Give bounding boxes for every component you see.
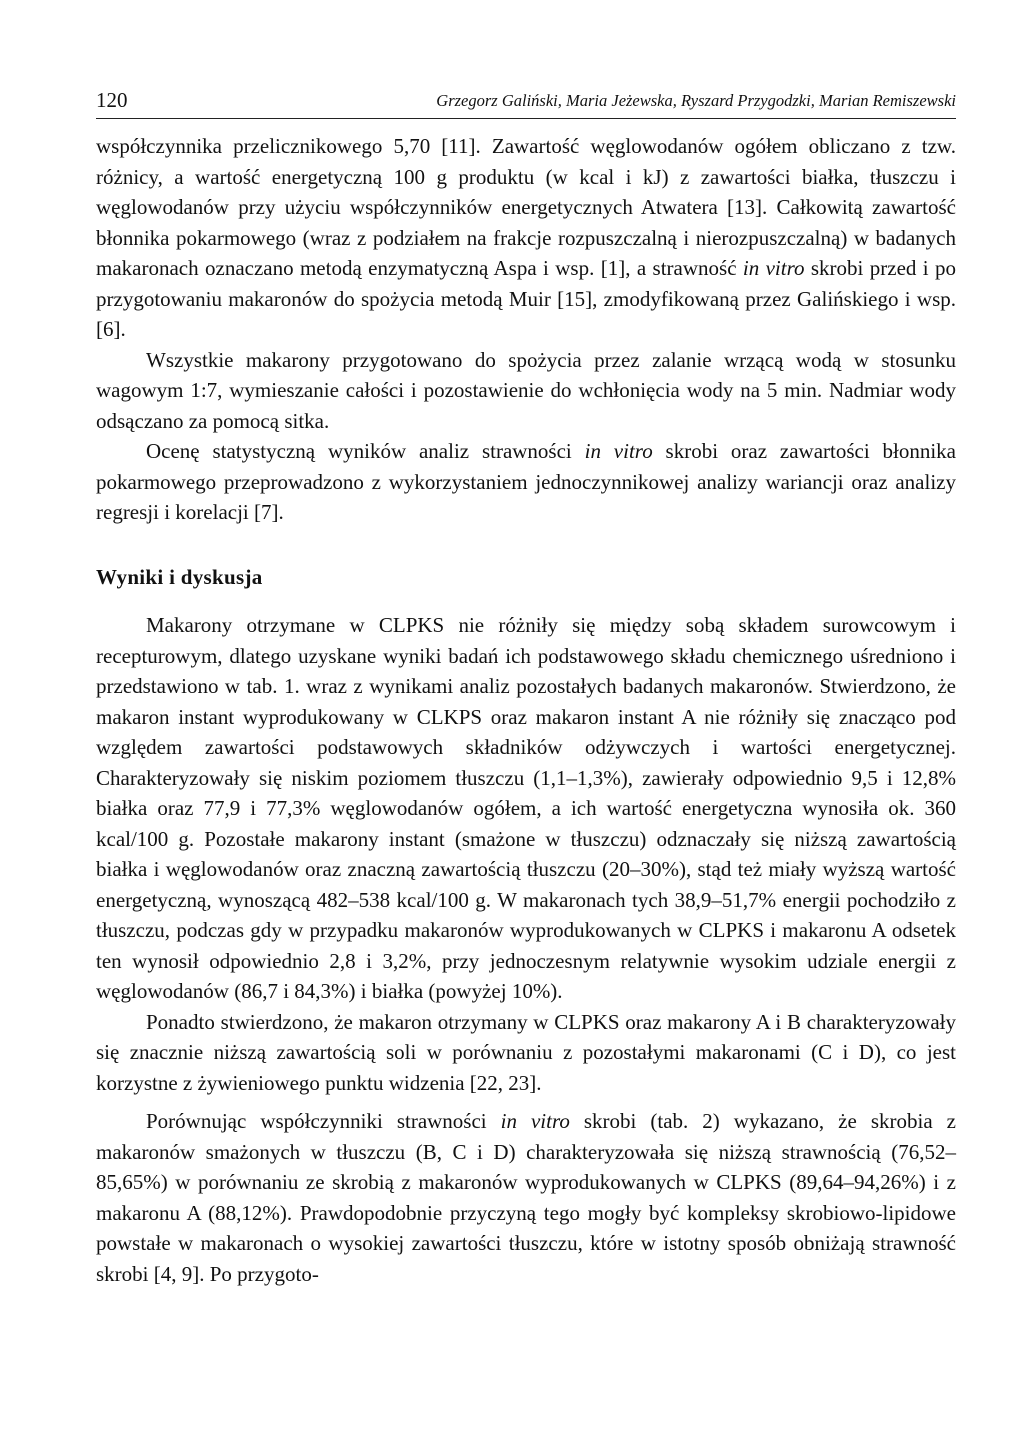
running-header-authors: Grzegorz Galiński, Maria Jeżewska, Ryszard Przygodzki, Marian Remiszewski	[436, 91, 956, 110]
page	[96, 84, 956, 1289]
page-number: 120	[96, 88, 128, 112]
paragraph-methods-continued	[96, 131, 956, 345]
article-body	[96, 131, 956, 1289]
paragraph-text: skrobi (tab. 2) wykazano, że skrobia z makaronów smażonych w tłuszczu (B, C i D) charakteryzowała się niższą strawnością (76,52–85,65%) w porównaniu ze skrobią z makaronów wyprodukowanych w CLPKS (89,64–94,26%) i z makaronu A (88,12%). Prawdopodobnie przyczyną tego mogły być kompleksy skrobiowo-lipidowe powstałe w makaronach o wysokiej zawartości tłuszczu, które w istotny sposób obniżają strawność skrobi [4, 9]. Po przygoto-	[96, 1109, 956, 1286]
running-header	[96, 84, 956, 119]
paragraph-results-salt: Ponadto stwierdzono, że makaron otrzymany w CLPKS oraz makarony A i B charakteryzowały się znacznie niższą zawartością soli w porównaniu z pozostałymi makaronami (C i D), co jest korzystne z żywieniowego punktu widzenia [22, 23].	[96, 1009, 956, 1095]
paragraph-results-digestibility	[96, 1106, 956, 1289]
section-heading-results: Wyniki i dyskusja	[96, 564, 263, 589]
paragraph-text: Ocenę statystyczną wyników analiz strawności	[146, 439, 585, 463]
paragraph-text: współczynnika przelicznikowego 5,70 [11]. Zawartość węglowodanów ogółem obliczano z tzw. różnicy, a wartość energetyczną 100 g produktu (w kcal i kJ) z zawartości białka, tłuszczu i węglowodanów przy użyciu współczynników energetycznych Atwatera [13]. Całkowitą zawartość błonnika pokarmowego (wraz z podziałem na frakcje rozpuszczalną i nierozpuszczalną) w badanych makaronach oznaczano metodą enzymatyczną Aspa i wsp. [1], a strawność	[96, 134, 956, 280]
paragraph-preparation: Wszystkie makarony przygotowano do spożycia przez zalanie wrzącą wodą w stosunku wagowym 1:7, wymieszanie całości i pozostawienie do wchłonięcia wody na 5 min. Nadmiar wody odsączano za pomocą sitka.	[96, 347, 956, 433]
paragraph-statistics	[96, 436, 956, 528]
paragraph-text: skrobi przed i po przygotowaniu makaronów do spożycia metodą Muir [15], zmodyfikowaną przez Galińskiego i wsp. [6].	[96, 256, 956, 341]
paragraph-text: Porównując współczynniki strawności	[146, 1109, 501, 1133]
paragraph-text: skrobi oraz zawartości błonnika pokarmowego przeprowadzono z wykorzystaniem jednoczynnikowej analizy wariancji oraz analizy regresji i korelacji [7].	[96, 439, 957, 524]
italic-term: in vitro	[500, 1109, 570, 1133]
italic-term: in vitro	[584, 439, 653, 463]
paragraph-results-composition: Makarony otrzymane w CLPKS nie różniły się między sobą składem surowcowym i recepturowym, dlatego uzyskane wyniki badań ich podstawowego składu chemicznego uśredniono i przedstawiono w tab. 1. wraz z wynikami analiz pozostałych badanych makaronów. Stwierdzono, że makaron instant wyprodukowany w CLKPS oraz makaron instant A nie różniły się znacząco pod względem zawartości podstawowych składników odżywczych i wartości energetycznej. Charakteryzowały się niskim poziomem tłuszczu (1,1–1,3%), zawierały odpowiednio 9,5 i 12,8% białka oraz 77,9 i 77,3% węglowodanów ogółem, a ich wartość energetyczna wynosiła ok. 360 kcal/100 g. Pozostałe makarony instant (smażone w tłuszczu) odznaczały się niższą zawartością białka i węglowodanów oraz znaczną zawartością tłuszczu (20–30%), stąd też miały wyższą wartość energetyczną, wynoszącą 482–538 kcal/100 g. W makaronach tych 38,9–51,7% energii pochodziło z tłuszczu, podczas gdy w przypadku makaronów wyprodukowanych w CLPKS i makaronu A odsetek ten wynosił odpowiednio 2,8 i 3,2%, przy jednoczesnym relatywnie wysokim udziale energii z węglowodanów (86,7 i 84,3%) i białka (powyżej 10%).	[96, 613, 956, 1003]
italic-term: in vitro	[742, 256, 805, 280]
